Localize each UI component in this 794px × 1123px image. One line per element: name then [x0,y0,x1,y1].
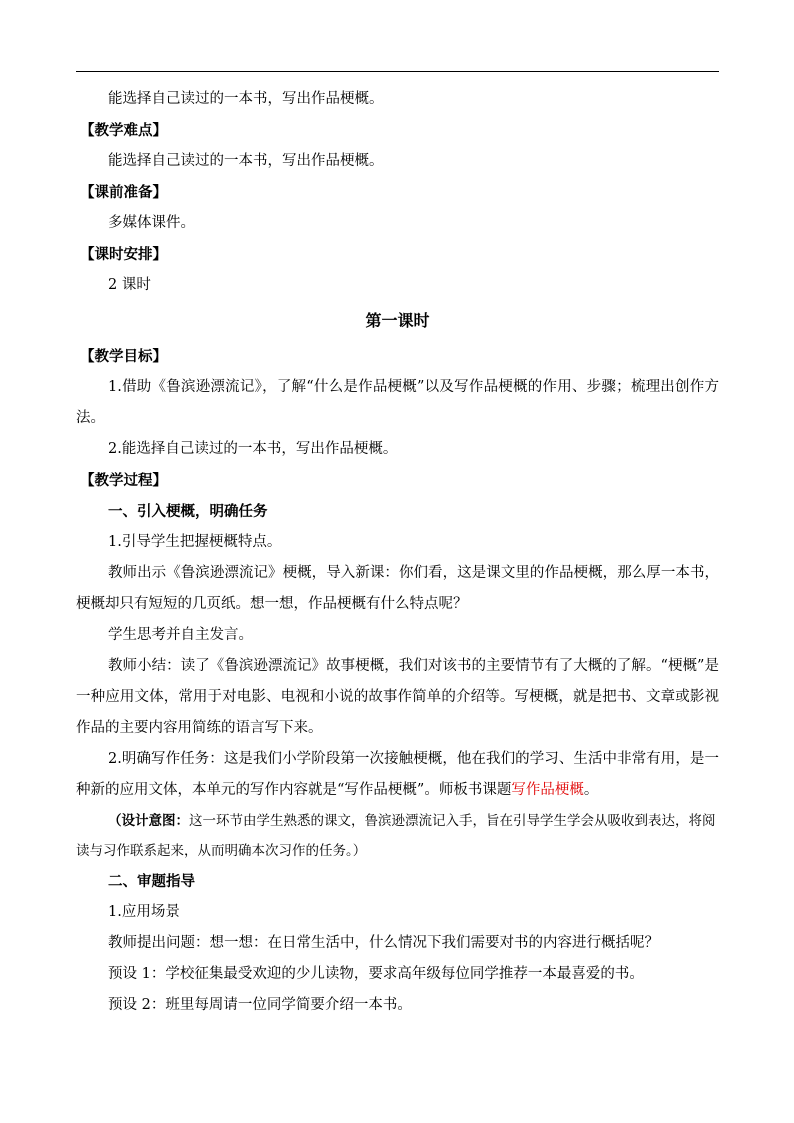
document-body [76,84,719,1021]
step-item: 1.应用场景 [108,904,180,920]
task-end: 。 [583,782,599,798]
task-text: 2.明确写作任务：这是我们小学阶段第一次接触梗概，他在我们的学习、生活中非常有用，是一种新的应用文体，本单元的写作内容就是“写作品梗概”。师板书课题 [76,751,719,798]
paragraph: 预设 2：班里每周请一位同学简要介绍一本书。 [108,997,412,1013]
section-heading-process: 【教学过程】 [80,472,167,489]
section-heading-schedule: 【课时安排】 [80,246,167,263]
goal-item: 2.能选择自己读过的一本书，写出作品梗概。 [108,441,398,457]
section-heading-prep: 【课前准备】 [80,184,167,201]
section-heading-goals: 【教学目标】 [80,348,167,365]
lesson-title: 第一课时 [365,311,430,330]
paragraph: 2 课时 [108,277,151,293]
paragraph-task [76,744,719,806]
design-note-label: （设计意图： [108,813,189,829]
paragraph: 能选择自己读过的一本书，写出作品梗概。 [108,91,384,107]
design-note-body: 这一环节由学生熟悉的课文，鲁滨逊漂流记入手，旨在引导学生学会从吸收到表达，将阅读与习作联系起来，从而明确本次习作的任务。） [76,813,716,859]
subsection-heading: 一、引入梗概，明确任务 [108,503,268,520]
highlighted-title: 写作品梗概 [511,782,584,798]
paragraph: 预设 1：学校征集最受欢迎的少儿读物，要求高年级每位同学推荐一本最喜爱的书。 [108,966,644,982]
step-item: 1.引导学生把握梗概特点。 [108,534,282,550]
paragraph: 教师提出问题：想一想：在日常生活中，什么情况下我们需要对书的内容进行概括呢？ [108,935,659,951]
header-rule [76,71,719,72]
paragraph: 教师小结：读了《鲁滨逊漂流记》故事梗概，我们对该书的主要情节有了大概的了解。“梗概”是一种应用文体，常用于对电影、电视和小说的故事作简单的介绍等。写梗概，就是把书、文章或影视作品的主要内容用简练的语言写下来。 [76,658,719,736]
paragraph: 学生思考并自主发言。 [108,627,253,643]
paragraph: 多媒体课件。 [108,215,195,231]
subsection-heading: 二、审题指导 [108,873,195,890]
paragraph: 能选择自己读过的一本书，写出作品梗概。 [108,153,384,169]
section-heading-difficulty: 【教学难点】 [80,122,167,139]
paragraph: 教师出示《鲁滨逊漂流记》梗概，导入新课：你们看，这是课文里的作品梗概，那么厚一本书，梗概却只有短短的几页纸。想一想，作品梗概有什么特点呢？ [76,565,719,612]
design-note [76,806,719,866]
goal-item: 1.借助《鲁滨逊漂流记》，了解“什么是作品梗概”以及写作品梗概的作用、步骤；梳理出创作方法。 [76,379,719,426]
